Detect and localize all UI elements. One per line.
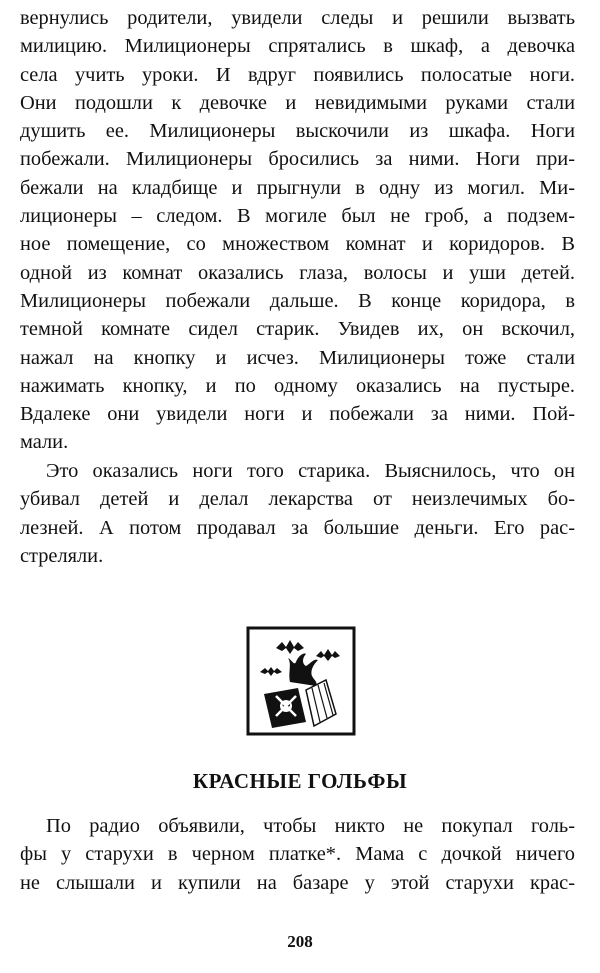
next-story-paragraph xyxy=(20,812,575,897)
text-line: Милиционеры побежали дальше. В конце коридора, в xyxy=(20,289,575,312)
text-line: не слышали и купили на базаре у этой старухи крас- xyxy=(20,871,575,894)
text-line: лезней. А потом продавал за большие деньги. Его рас- xyxy=(20,516,575,539)
text-line: Они подошли к девочке и невидимыми руками стали xyxy=(20,91,575,114)
text-line: стреляли. xyxy=(20,544,104,567)
text-line: нажимать кнопку, и по одному оказались на пустыре. xyxy=(20,374,575,397)
text-line: побежали. Милиционеры бросились за ними. Ноги при- xyxy=(20,148,575,171)
text-line: нажал на кнопку и исчез. Милиционеры тоже стали xyxy=(20,346,575,369)
page-number: 208 xyxy=(287,932,313,951)
text-line: убивал детей и делал лекарства от неизлечимых бо- xyxy=(20,488,575,511)
text-line: темной комнате сидел старик. Увидев их, он вскочил, xyxy=(20,318,575,341)
story-title: КРАСНЫЕ ГОЛЬФЫ xyxy=(192,769,408,793)
text-line: милицию. Милиционеры спрятались в шкаф, а девочка xyxy=(20,35,575,58)
story-paragraph-2 xyxy=(20,457,575,570)
text-line: одной из комнат оказались глаза, волосы и уши детей. xyxy=(20,261,575,284)
text-line: фы у старухи в черном платке*. Мама с дочкой ничего xyxy=(20,843,575,866)
story-paragraph-1 xyxy=(20,4,575,457)
text-line: бежали на кладбище и прыгнули в одну из могил. Ми- xyxy=(20,176,575,199)
vignette-illustration xyxy=(246,626,356,736)
text-line: Это оказались ноги того старика. Выяснилось, что он xyxy=(46,460,575,482)
text-line: ное помещение, со множеством комнат и коридоров. В xyxy=(20,233,575,256)
text-line: села учить уроки. И вдруг появились полосатые ноги. xyxy=(20,63,575,86)
text-line: По радио объявили, чтобы никто не покупал голь- xyxy=(46,815,575,837)
text-line: лиционеры – следом. В могиле был не гроб, а подзем- xyxy=(20,205,575,228)
text-line: мали. xyxy=(20,431,69,454)
text-line: Вдалеке они увидели ноги и побежали за ними. Пой- xyxy=(20,403,575,426)
text-line: вернулись родители, увидели следы и решили вызвать xyxy=(20,7,575,29)
text-line: душить ее. Милиционеры выскочили из шкафа. Ноги xyxy=(20,120,575,143)
